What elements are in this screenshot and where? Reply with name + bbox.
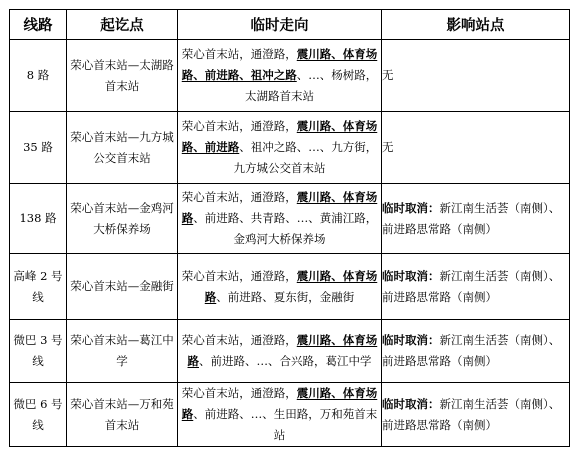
impact-text: 新江南生活荟（南侧）、前进路思常路（南侧） xyxy=(382,200,561,236)
route-segment-affected: 震川路、体育场路 xyxy=(204,268,378,304)
impact-text: 新江南生活荟（南侧）、前进路思常路（南侧） xyxy=(382,396,561,432)
route-segment: 、祖冲之路、…、九方街，九方城公交首末站 xyxy=(233,140,378,175)
route-cell xyxy=(178,383,382,447)
route-segment: 荣心首末站，通澄路， xyxy=(181,47,297,61)
route-segment-affected: 震川路、体育场路、前进路 xyxy=(181,119,378,154)
route-segment: 荣心首末站，通澄路， xyxy=(181,333,297,347)
cancel-label: 临时取消： xyxy=(382,396,440,411)
endpoints-cell: 荣心首末站—万和苑首末站 xyxy=(67,383,178,447)
impact-text: 新江南生活荟（南侧）、前进路思常路（南侧） xyxy=(382,268,561,304)
cancel-label: 临时取消： xyxy=(382,268,440,283)
table-row xyxy=(10,112,570,184)
route-cell xyxy=(178,40,382,112)
table-header xyxy=(10,10,570,40)
endpoints-cell: 荣心首末站—金鸡河大桥保养场 xyxy=(67,184,178,254)
header-route: 临时走向 xyxy=(178,10,382,40)
route-change-table xyxy=(9,9,570,447)
impact-text: 无 xyxy=(382,140,394,154)
route-segment: 、…、杨树路，太湖路首末站 xyxy=(245,68,378,103)
route-segment-affected: 震川路、体育场路 xyxy=(187,333,378,368)
table-row xyxy=(10,40,570,112)
route-segment: 荣心首末站，通澄路， xyxy=(181,190,297,204)
endpoints-cell: 荣心首末站—九方城公交首末站 xyxy=(67,112,178,184)
route-segment: 荣心首末站，通澄路， xyxy=(181,268,297,283)
endpoints-cell: 荣心首末站—葛江中学 xyxy=(67,320,178,383)
route-cell xyxy=(178,112,382,184)
line-cell: 35 路 xyxy=(10,112,67,184)
line-cell: 138 路 xyxy=(10,184,67,254)
impact-cell xyxy=(382,184,570,254)
impact-cell xyxy=(382,112,570,184)
impact-cell xyxy=(382,320,570,383)
route-segment: 、前进路、夏东街，金融街 xyxy=(216,289,355,304)
route-cell xyxy=(178,320,382,383)
line-cell: 高峰 2 号线 xyxy=(10,254,67,320)
header-row xyxy=(10,10,570,40)
route-cell xyxy=(178,254,382,320)
route-cell xyxy=(178,184,382,254)
header-endpoints: 起讫点 xyxy=(67,10,178,40)
header-impact: 影响站点 xyxy=(382,10,570,40)
route-segment-affected: 震川路、体育场路、前进路、祖冲之路 xyxy=(181,47,378,82)
header-line: 线路 xyxy=(10,10,67,40)
impact-cell xyxy=(382,254,570,320)
endpoints-cell: 荣心首末站—太湖路首末站 xyxy=(67,40,178,112)
line-cell: 微巴 3 号线 xyxy=(10,320,67,383)
cancel-label: 临时取消： xyxy=(382,200,440,215)
table-row xyxy=(10,320,570,383)
impact-cell xyxy=(382,383,570,447)
endpoints-cell: 荣心首末站—金融街 xyxy=(67,254,178,320)
line-cell: 8 路 xyxy=(10,40,67,112)
table-row xyxy=(10,383,570,447)
route-segment: 、前进路、共青路、…、黄浦江路，金鸡河大桥保养场 xyxy=(193,211,378,246)
table-body xyxy=(10,40,570,447)
route-segment: 、前进路、…、合兴路，葛江中学 xyxy=(199,354,372,368)
table-row xyxy=(10,184,570,254)
impact-cell xyxy=(382,40,570,112)
impact-text: 新江南生活荟（南侧）、前进路思常路（南侧） xyxy=(382,333,561,368)
route-segment-affected: 震川路、体育场路 xyxy=(181,386,378,421)
line-cell: 微巴 6 号线 xyxy=(10,383,67,447)
route-segment: 、前进路、…、生田路，万和苑首末站 xyxy=(193,407,378,442)
impact-text: 无 xyxy=(382,68,394,82)
route-segment: 荣心首末站，通澄路， xyxy=(181,119,297,133)
cancel-label: 临时取消： xyxy=(382,333,440,347)
table-row xyxy=(10,254,570,320)
route-segment: 荣心首末站，通澄路， xyxy=(181,386,297,400)
route-segment-affected: 震川路、体育场路 xyxy=(181,190,378,225)
